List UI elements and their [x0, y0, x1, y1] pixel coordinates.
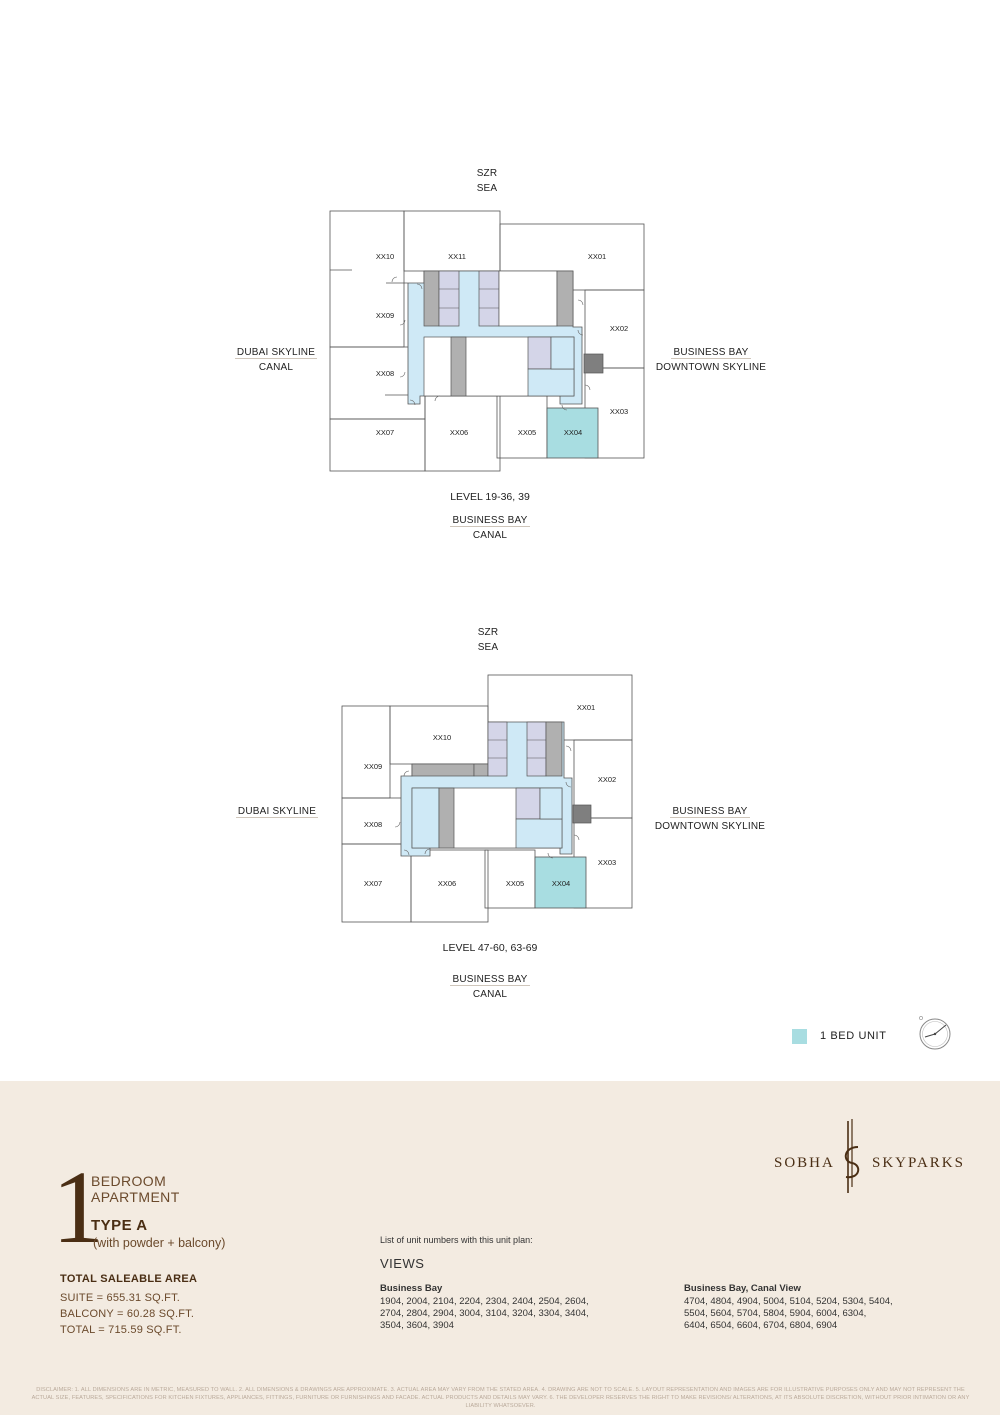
unit-list-heading: List of unit numbers with this unit plan: — [380, 1235, 533, 1245]
plan2-unit-xx03: XX03 — [597, 858, 617, 867]
plan1-north-label: SZR SEA — [476, 168, 498, 194]
plan2-level-label: LEVEL 47-60, 63-69 — [442, 942, 538, 954]
plan2-unit-xx04: XX04 — [551, 879, 571, 888]
plan1-level-label: LEVEL 19-36, 39 — [450, 491, 530, 503]
plan1-east-label: BUSINESS BAY DOWNTOWN SKYLINE — [655, 347, 767, 373]
plan1-unit-xx07: XX07 — [375, 428, 395, 437]
disclaimer: DISCLAIMER: 1. ALL DIMENSIONS ARE IN METRIC, MEASURED TO WALL. 2. ALL DIMENSIONS & DRAWINGS ARE APPROXIMATE. 3. ACTUAL AREA MAY VARY FROM THE STATED AREA. 4. DRAWING ARE NOT TO SCALE. 5. LAYOUT REPRESENTATION AND IMAGES ARE FOR ILLUSTRATIVE PURPOSES ONLY AND MAY NOT REPRESENT THE ACTUAL SIZE, FEATURES, SPECIFICATIONS FOR KITCHEN FIXTURES, APPLIANCES, FITTINGS, FURNITURE OR FURNISHINGS AND FACADE. ACTUAL PRODUCTS AND DETAILS MAY VARY. 6. THE DEVELOPER RESERVES THE RIGHT TO MAKE REVISIONS/ ALTERATIONS, AT ITS ABSOLUTE DISCRETION, WITHOUT PRIOR INTIMATION OR ANY LIABILITY WHATSOEVER. — [31, 1387, 970, 1409]
plan2-unit-xx10: XX10 — [432, 733, 452, 742]
apartment-label: BEDROOM APARTMENT — [91, 1173, 180, 1205]
plan2-unit-xx02: XX02 — [597, 775, 617, 784]
plan1-unit-xx11: XX11 — [448, 252, 466, 261]
plan2-unit-xx09: XX09 — [363, 762, 383, 771]
compass-icon — [913, 1013, 957, 1053]
plan1-south-label: BUSINESS BAY CANAL — [452, 515, 528, 541]
plan1-unit-xx01: XX01 — [587, 252, 607, 261]
area-suite: SUITE = 655.31 SQ.FT. — [60, 1292, 181, 1304]
area-total: TOTAL = 715.59 SQ.FT. — [60, 1324, 182, 1336]
plan1-unit-xx08: XX08 — [375, 369, 395, 378]
plan1-unit-xx03: XX03 — [609, 407, 629, 416]
plan2-unit-xx05: XX05 — [505, 879, 525, 888]
plan1-unit-xx06: XX06 — [449, 428, 469, 437]
plan2-unit-xx08: XX08 — [363, 820, 383, 829]
plan2-floorplan — [0, 560, 1000, 940]
sobha-skyparks-logo: SOBHA SKYPARKS — [772, 1117, 962, 1197]
plan1-unit-xx09: XX09 — [375, 311, 395, 320]
legend-label: 1 BED UNIT — [820, 1030, 887, 1042]
logo-mark-icon — [838, 1117, 868, 1197]
view-group-canal: Business Bay, Canal View 4704, 4804, 4904, 5004, 5104, 5204, 5304, 5404, 5504, 5604, 5704, 5804, 5904, 6004, 6304, 6404, 6504, 6604, 6704, 6804, 6904 — [684, 1283, 893, 1331]
plan1-floorplan — [0, 0, 1000, 560]
legend-swatch — [792, 1029, 807, 1044]
bedroom-count: 1 — [52, 1150, 104, 1265]
plan1-unit-xx04: XX04 — [563, 428, 583, 437]
type-subtitle: (with powder + balcony) — [93, 1236, 226, 1250]
view-group-business-bay: Business Bay 1904, 2004, 2104, 2204, 2304, 2404, 2504, 2604, 2704, 2804, 2904, 3004, 3104, 3204, 3304, 3404, 3504, 3604, 3904 — [380, 1283, 589, 1331]
plan1-west-label: DUBAI SKYLINE CANAL — [236, 347, 316, 373]
plan2-unit-xx06: XX06 — [437, 879, 457, 888]
plan1-unit-xx02: XX02 — [609, 324, 629, 333]
plan1-unit-xx10: XX10 — [375, 252, 395, 261]
plan2-north-label: SZR SEA — [477, 627, 499, 653]
type-label: TYPE A — [91, 1217, 148, 1234]
views-heading: VIEWS — [380, 1256, 425, 1271]
plan2-unit-xx07: XX07 — [363, 879, 383, 888]
area-title: TOTAL SALEABLE AREA — [60, 1273, 198, 1285]
plan2-east-label: BUSINESS BAY DOWNTOWN SKYLINE — [654, 806, 766, 832]
plan2-south-label: BUSINESS BAY CANAL — [452, 974, 528, 1000]
plan2-west-label: DUBAI SKYLINE — [237, 806, 317, 817]
plan1-unit-xx05: XX05 — [517, 428, 537, 437]
plan2-unit-xx01: XX01 — [576, 703, 596, 712]
area-balcony: BALCONY = 60.28 SQ.FT. — [60, 1308, 195, 1320]
